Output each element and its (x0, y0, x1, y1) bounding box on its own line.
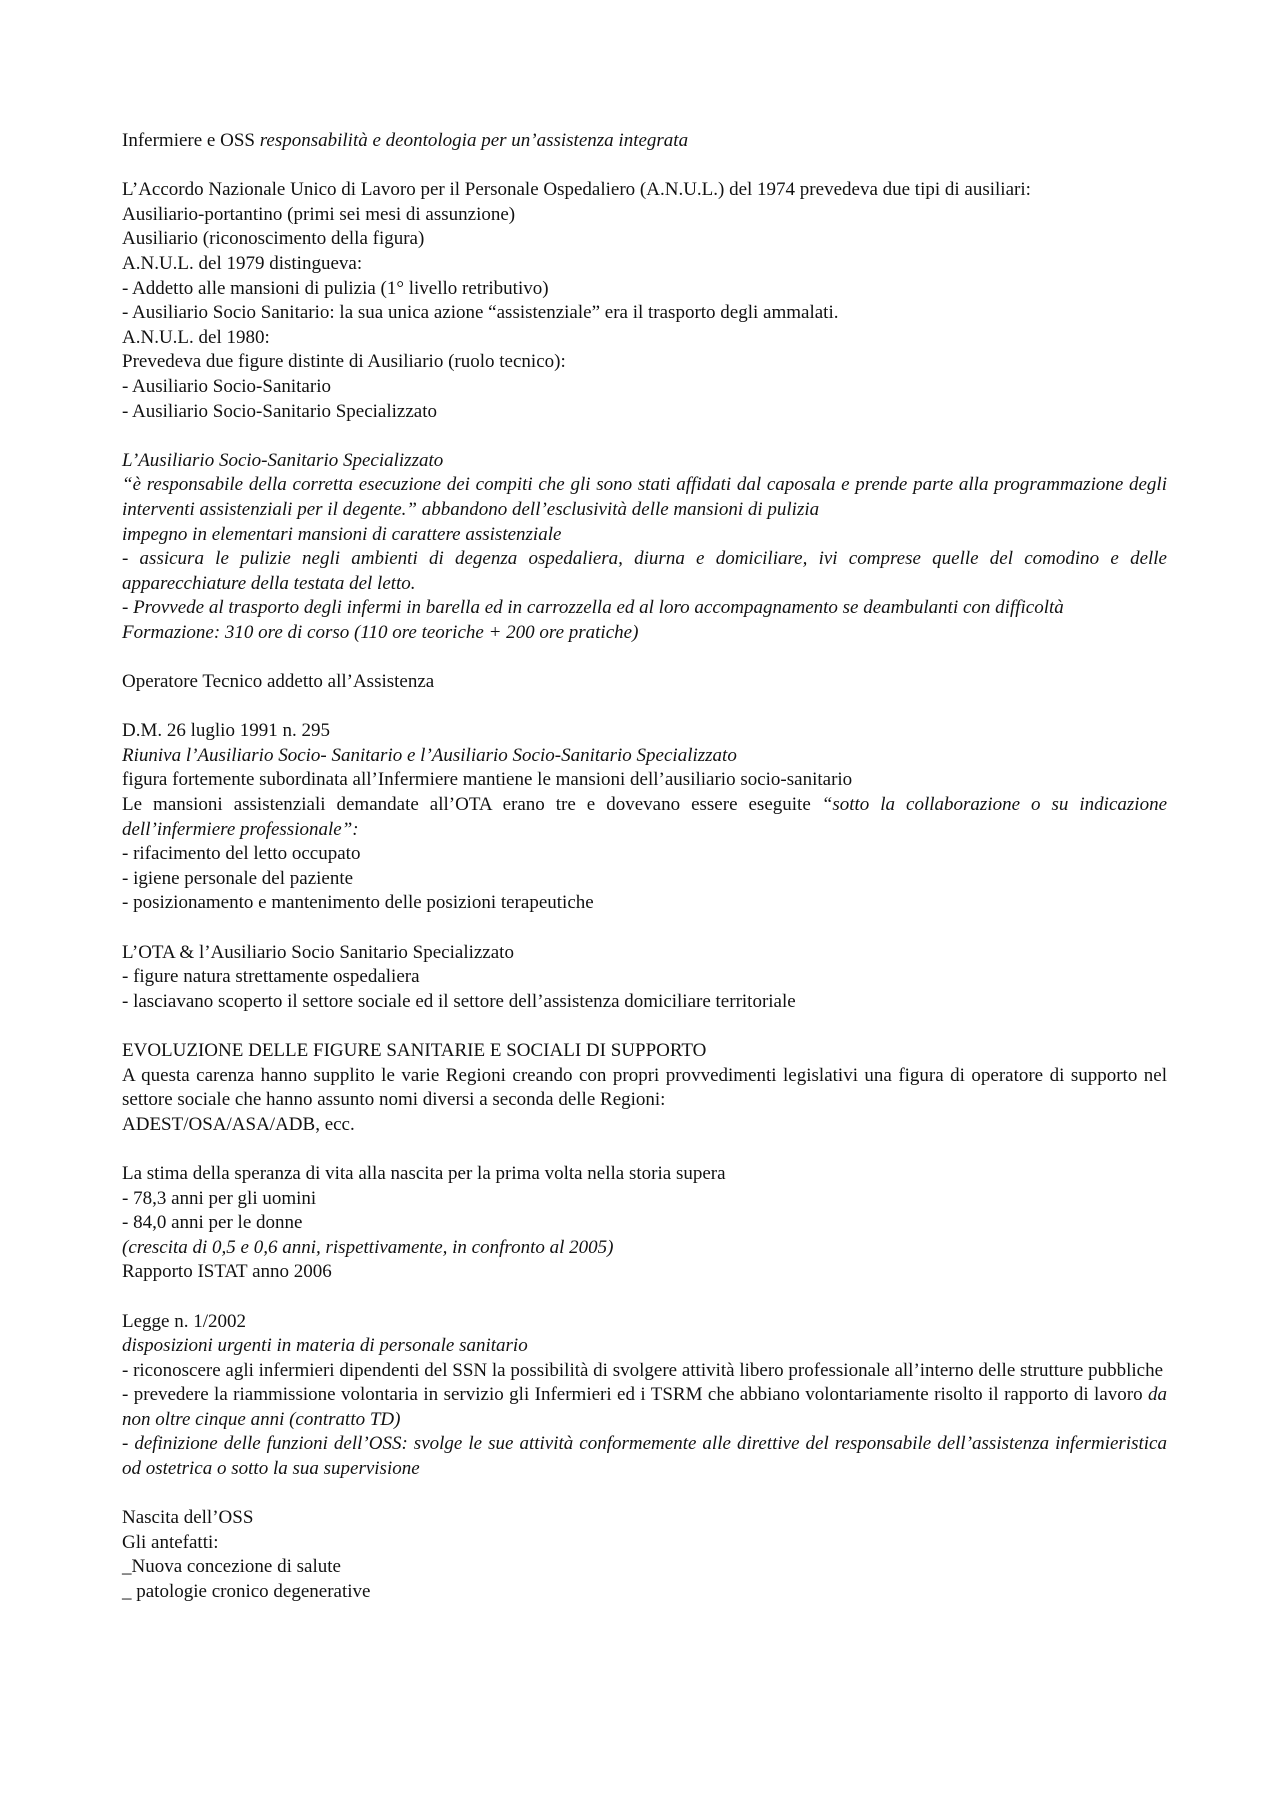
dm-1991-heading: D.M. 26 luglio 1991 n. 295 (122, 720, 330, 742)
dm-1991-figura: figura fortemente subordinata all’Infermiere mantiene le mansioni dell’ausiliario socio-sanitario (122, 769, 853, 791)
evoluzione-text: A questa carenza hanno supplito le varie Regioni creando con propri provvedimenti legislativi una figura di operatore di supporto nel settore sociale che hanno assunto nomi diversi a seconda delle Regioni: (122, 1064, 1167, 1111)
anul-1980-line: - Ausiliario Socio-Sanitario (122, 375, 331, 397)
anul-1974-intro: L’Accordo Nazionale Unico di Lavoro per il Personale Ospedaliero (A.N.U.L.) del 1974 prevedeva due tipi di ausiliari: (122, 179, 1031, 201)
ass-specializzato-pulizie: - assicura le pulizie negli ambienti di degenza ospedaliera, diurna e domiciliare, ivi comprese quelle del comodino e delle apparecchiature della testata del letto. (122, 548, 1167, 594)
anul-1979-line: - Addetto alle mansioni di pulizia (1° livello retributivo) (122, 277, 549, 299)
document-title: Infermiere e OSS responsabilità e deontologia per un’assistenza integrata (122, 130, 689, 151)
evoluzione-names: ADEST/OSA/ASA/ADB, ecc. (122, 1113, 355, 1135)
ass-specializzato-quote: “è responsabile della corretta esecuzione dei compiti che gli sono stati affidati dal caposala e prende parte alla programmazione degli interventi assistenziali per il degente.” abbandono dell’esclusività delle mansioni di pulizia (122, 474, 1167, 520)
nascita-heading: Nascita dell’OSS (122, 1507, 254, 1529)
anul-1980-heading: A.N.U.L. del 1980: (122, 326, 270, 348)
anul-1974-line: Ausiliario (riconoscimento della figura) (122, 228, 425, 250)
ass-specializzato-heading: L’Ausiliario Socio-Sanitario Specializzato (122, 449, 444, 471)
anul-1980-line: Prevedeva due figure distinte di Ausiliario (ruolo tecnico): (122, 351, 566, 373)
ota-ass-line: - figure natura strettamente ospedaliera (122, 966, 420, 988)
ota-ass-line: - lasciavano scoperto il settore sociale ed il settore dell’assistenza domiciliare territoriale (122, 990, 796, 1012)
anul-1974-line: Ausiliario-portantino (primi sei mesi di assunzione) (122, 203, 516, 225)
dm-1991-line: - rifacimento del letto occupato (122, 843, 361, 865)
legge-2002-item: - riconoscere agli infermieri dipendenti del SSN la possibilità di svolgere attività libero professionale all’interno delle strutture pubbliche (122, 1359, 1164, 1381)
legge-2002-item: - prevedere la riammissione volontaria in servizio gli Infermieri ed i TSRM che abbiano volontariamente risolto il rapporto di lavoro da non oltre cinque anni (contratto TD) (122, 1384, 1167, 1430)
legge-2002-subtitle: disposizioni urgenti in materia di personale sanitario (122, 1335, 528, 1357)
dm-1991-mansioni: Le mansioni assistenziali demandate all’OTA erano tre e dovevano essere eseguite “sotto la collaborazione o su indicazione dell’infermiere professionale”: (122, 794, 1168, 840)
document-page (122, 0, 1167, 1605)
istat-source: Rapporto ISTAT anno 2006 (122, 1261, 332, 1283)
dm-1991-line: - posizionamento e mantenimento delle posizioni terapeutiche (122, 892, 594, 914)
legge-2002-heading: Legge n. 1/2002 (122, 1310, 247, 1332)
dm-1991-line: - igiene personale del paziente (122, 867, 354, 889)
nascita-line: _ patologie cronico degenerative (122, 1581, 371, 1603)
ass-specializzato-formazione: Formazione: 310 ore di corso (110 ore teoriche + 200 ore pratiche) (122, 621, 639, 643)
dm-1991-riuniva: Riuniva l’Ausiliario Socio- Sanitario e l’Ausiliario Socio-Sanitario Specializzato (122, 744, 737, 766)
istat-line: - 78,3 anni per gli uomini (122, 1187, 317, 1209)
ota-heading: Operatore Tecnico addetto all’Assistenza (122, 671, 435, 693)
ass-specializzato-trasporto: - Provvede al trasporto degli infermi in barella ed in carrozzella ed al loro accompagnamento se deambulanti con difficoltà (122, 597, 1064, 619)
legge-2002-item: - definizione delle funzioni dell’OSS: svolge le sue attività conformemente alle direttive del responsabile dell’assistenza infermieristica od ostetrica o sotto la sua supervisione (122, 1433, 1167, 1480)
ass-specializzato-impegno: impegno in elementari mansioni di carattere assistenziale (122, 523, 562, 545)
evoluzione-heading: EVOLUZIONE DELLE FIGURE SANITARIE E SOCIALI DI SUPPORTO (122, 1039, 707, 1061)
nascita-sub: Gli antefatti: (122, 1531, 219, 1553)
nascita-line: _Nuova concezione di salute (122, 1556, 341, 1578)
anul-1979-heading: A.N.U.L. del 1979 distingueva: (122, 252, 363, 274)
anul-1979-line: - Ausiliario Socio Sanitario: la sua unica azione “assistenziale” era il trasporto degli ammalati. (122, 302, 839, 324)
istat-note: (crescita di 0,5 e 0,6 anni, rispettivamente, in confronto al 2005) (122, 1236, 614, 1258)
istat-line: - 84,0 anni per le donne (122, 1212, 303, 1234)
anul-1980-line: - Ausiliario Socio-Sanitario Specializzato (122, 400, 438, 422)
istat-intro: La stima della speranza di vita alla nascita per la prima volta nella storia supera (122, 1162, 726, 1184)
ota-ass-heading: L’OTA & l’Ausiliario Socio Sanitario Specializzato (122, 941, 514, 963)
